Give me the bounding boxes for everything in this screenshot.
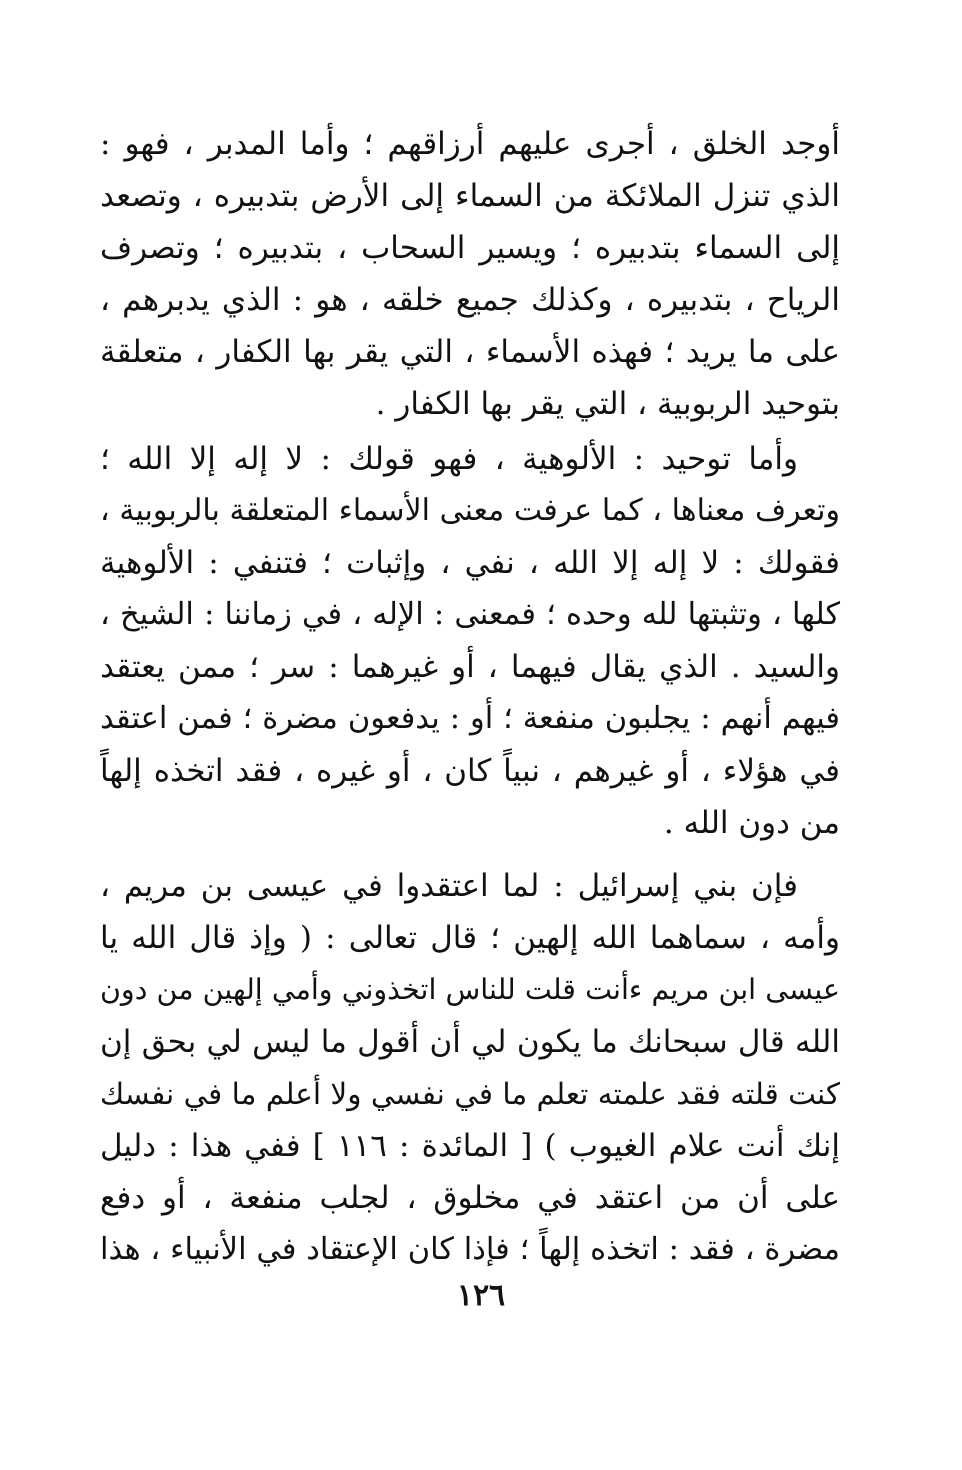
text-line: فيهم أنهم : يجلبون منفعة ؛ أو : يدفعون مضرة ؛ فمن اعتقد <box>100 701 840 736</box>
text-line: والسيد . الذي يقال فيهما ، أو غيرهما : سر ؛ ممن يعتقد <box>100 649 840 685</box>
text-line: كلها ، وتثبتها لله وحده ؛ فمعنى : الإله ، في زماننا : الشيخ ، <box>100 597 840 632</box>
text-line: الذي تنزل الملائكة من السماء إلى الأرض بتدبيره ، وتصعد <box>100 178 840 214</box>
text-line: بتوحيد الربوبية ، التي يقر بها الكفار . <box>375 386 840 422</box>
paragraph-bani-israil <box>100 860 840 1276</box>
text-line: في هؤلاء ، أو غيرهم ، نبياً كان ، أو غيره ، فقد اتخذه إلهاً <box>100 753 840 789</box>
text-line: إنك أنت علام الغيوب ) [ المائدة : ١١٦ ] ففي هذا : دليل <box>100 1128 840 1164</box>
paragraph-uluhiyyah <box>100 433 840 849</box>
text-line: على أن من اعتقد في مخلوق ، لجلب منفعة ، أو دفع <box>100 1180 840 1216</box>
text-line: وأما توحيد : الألوهية ، فهو قولك : لا إله إلا الله ؛ <box>100 441 798 477</box>
text-line: عيسى ابن مريم ءأنت قلت للناس اتخذوني وأمي إلهين من دون <box>100 973 840 1006</box>
text-line: الرياح ، بتدبيره ، وكذلك جميع خلقه ، هو : الذي يدبرهم ، <box>100 282 840 318</box>
text-line: إلى السماء بتدبيره ؛ ويسير السحاب ، بتدبيره ؛ وتصرف <box>100 230 840 266</box>
text-line: من دون الله . <box>663 805 840 841</box>
text-line: مضرة ، فقد : اتخذه إلهاً ؛ فإذا كان الإعتقاد في الأنبياء ، هذا <box>100 1232 840 1267</box>
text-line: أوجد الخلق ، أجرى عليهم أرزاقهم ؛ وأما المدبر ، فهو : <box>100 126 840 162</box>
text-line: فقولك : لا إله إلا الله ، نفي ، وإثبات ؛ فتنفي : الألوهية <box>100 545 840 581</box>
text-line: وأمه ، سماهما الله إلهين ؛ قال تعالى : ( وإذ قال الله يا <box>100 920 840 956</box>
page-number: ١٢٦ <box>456 1278 506 1313</box>
text-line: الله قال سبحانك ما يكون لي أن أقول ما ليس لي بحق إن <box>100 1024 840 1060</box>
text-line: فإن بني إسرائيل : لما اعتقدوا في عيسى بن مريم ، <box>100 868 798 904</box>
paragraph-rububiyyah <box>100 118 840 430</box>
text-line: على ما يريد ؛ فهذه الأسماء ، التي يقر بها الكفار ، متعلقة <box>100 334 840 370</box>
text-line: كنت قلته فقد علمته تعلم ما في نفسي ولا أعلم ما في نفسك <box>99 1077 840 1111</box>
text-line: وتعرف معناها ، كما عرفت معنى الأسماء المتعلقة بالربوبية ، <box>100 493 840 528</box>
